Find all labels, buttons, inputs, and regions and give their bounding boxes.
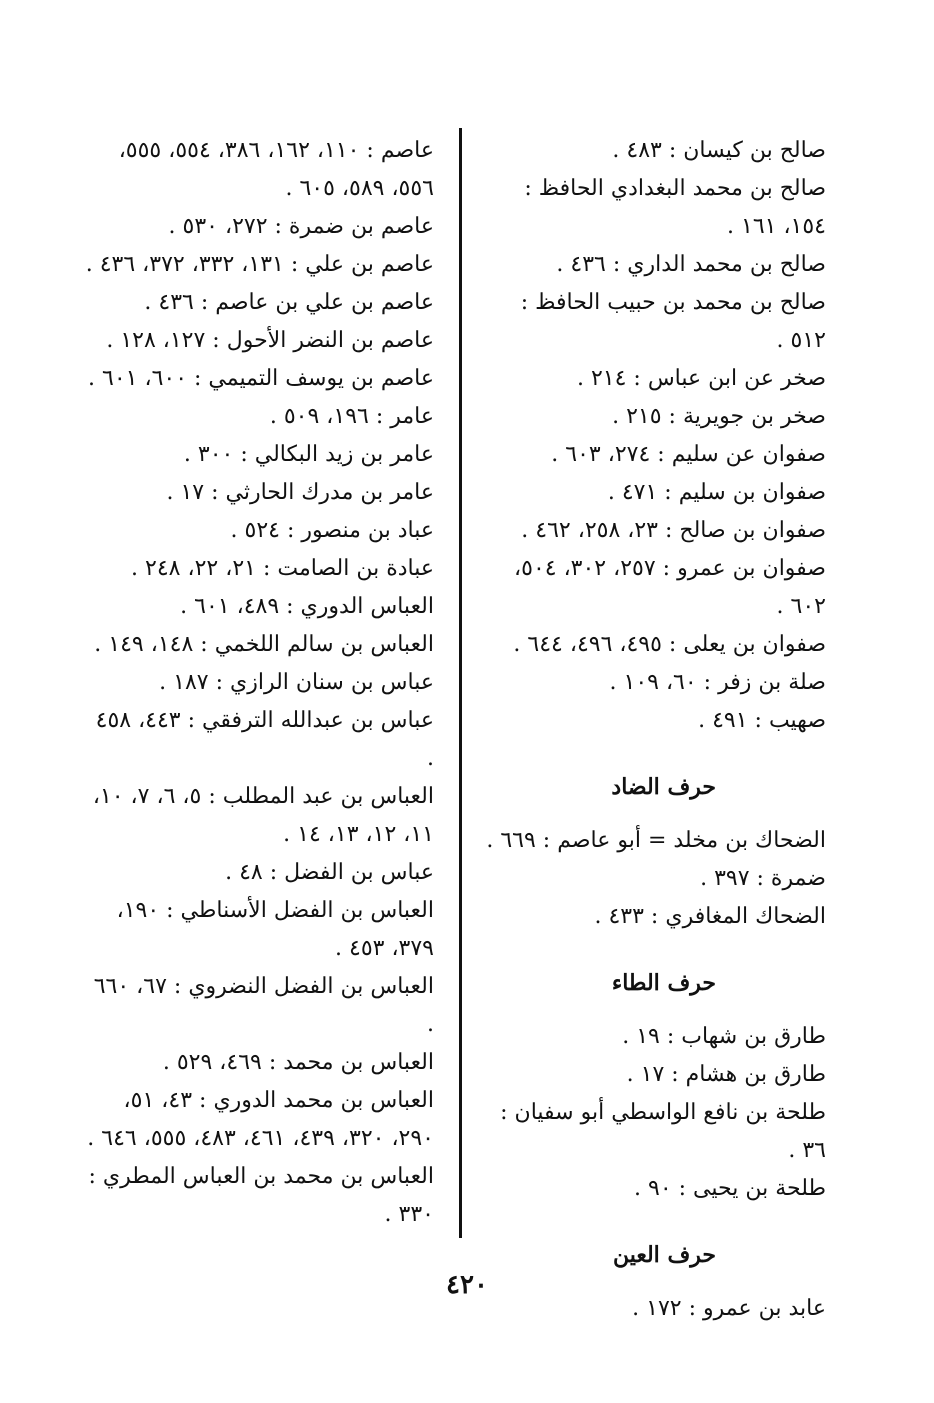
entry-name: عباس بن عبدالله الترفقي [202, 708, 434, 733]
entry-pages: ٥، ٦، ٧، ١٠، ١١، ١٢، ١٣، ١٤ [92, 784, 434, 847]
entry-pages: ٦٠٠، ٦٠١ [102, 366, 188, 391]
entry-pages: ١٩ [636, 1024, 660, 1049]
index-entry: صلة بن زفر : ٦٠، ١٠٩ . [609, 670, 826, 695]
index-entry: عامر بن مدرك الحارثي : ١٧ . [166, 480, 434, 505]
entry-pages: ٦٧، ٦٦٠ [93, 974, 167, 999]
entry-pages: ٩٠ [648, 1176, 672, 1201]
index-entry: صفوان عن سليم : ٢٧٤، ٦٠٣ . [551, 442, 826, 467]
entry-name: عاصم بن علي [305, 252, 434, 277]
entry-pages: ٤٩١ [712, 708, 748, 733]
heading-ain: حرف العين [612, 1242, 716, 1268]
index-entry: العباس بن محمد بن العباس المطري : ٣٣٠ . [88, 1164, 434, 1227]
entry-name: صالح بن محمد الداري [627, 252, 826, 277]
column-divider [459, 128, 462, 1238]
entry-name: صالح بن محمد البغدادي الحافظ [538, 176, 826, 201]
entry-name: عامر بن مدرك الحارثي [225, 480, 434, 505]
index-entry: صالح بن محمد البغدادي الحافظ : ١٥٤، ١٦١ . [524, 176, 826, 239]
entry-pages: ١٤٨، ١٤٩ [108, 632, 194, 657]
entry-name: عبادة بن الصامت [277, 556, 434, 581]
entry-name: عاصم بن النضر الأحول [226, 328, 434, 353]
index-entry: صخر عن ابن عباس : ٢١٤ . [576, 366, 826, 391]
index-entry: صفوان بن صالح : ٢٣، ٢٥٨، ٤٦٢ . [521, 518, 826, 543]
entry-name: صفوان بن يعلى [683, 632, 826, 657]
index-entry: العباس بن محمد الدوري : ٤٣، ٥١، ٢٩٠، ٣٢٠، ٤٣٩، ٤٦١، ٤٨٣، ٥٥٥، ٦٤٦ . [87, 1088, 434, 1151]
entry-name: صفوان عن سليم [671, 442, 826, 467]
entry-pages: ٤٣٦ [570, 252, 606, 277]
entry-name: عباس بن سنان الرازي [229, 670, 434, 695]
index-entry: صفوان بن يعلى : ٤٩٥، ٤٩٦، ٦٤٤ . [513, 632, 826, 657]
entry-name: عاصم بن ضمرة [288, 214, 434, 239]
entry-pages: ٣٩٧ [714, 866, 750, 891]
entry-name: صالح بن محمد بن حبيب الحافظ [535, 290, 826, 315]
entry-pages: ٢١٤ [590, 366, 627, 391]
entry-name: صخر بن جويرية [682, 404, 826, 429]
entry-pages: ٤٣، ٥١، ٢٩٠، ٣٢٠، ٤٣٩، ٤٦١، ٤٨٣، ٥٥٥، ٦٤٦ [101, 1088, 434, 1151]
index-entry: العباس الدوري : ٤٨٩، ٦٠١ . [180, 594, 434, 619]
entry-pages: ٣٠٠ [197, 442, 234, 467]
entry-name: العباس بن محمد بن العباس المطري [102, 1164, 434, 1189]
entry-name: العباس بن سالم اللخمي [214, 632, 434, 657]
entries-sad [486, 132, 826, 740]
entry-pages: ٤٨٩، ٦٠١ [194, 594, 280, 619]
entry-pages: ١٨٧ [173, 670, 209, 695]
entry-name: ضمرة [770, 866, 826, 891]
entry-pages: ٣٦ [802, 1138, 826, 1163]
index-entry: طارق بن شهاب : ١٩ . [622, 1024, 826, 1049]
index-entry: عبادة بن الصامت : ٢١، ٢٢، ٢٤٨ . [131, 556, 434, 581]
index-entry: عباس بن عبدالله الترفقي : ٤٤٣، ٤٥٨ . [95, 708, 434, 771]
index-entry: عاصم بن النضر الأحول : ١٢٧، ١٢٨ . [106, 328, 434, 353]
index-entry: العباس بن الفضل النضروي : ٦٧، ٦٦٠ . [93, 974, 434, 1037]
index-entry: عاصم بن علي : ١٣١، ٣٣٢، ٣٧٢، ٤٣٦ . [85, 252, 434, 277]
entry-pages: ٢٣، ٢٥٨، ٤٦٢ [535, 518, 658, 543]
entry-pages: ٣٣٠ [398, 1202, 434, 1227]
entry-pages: ٤٤٣، ٤٥٨ [95, 708, 181, 733]
entry-pages: ١٧ [640, 1062, 665, 1087]
entry-pages: ٤٨ [239, 860, 263, 885]
index-entry: العباس بن الفضل الأسناطي : ١٩٠، ٣٧٩، ٤٥٣ . [116, 898, 434, 961]
entry-name: صفوان بن صالح [679, 518, 826, 543]
entry-name: صالح بن كيسان [683, 138, 826, 163]
entry-name: صلة بن زفر [718, 670, 826, 695]
index-entry: عباس بن الفضل : ٤٨ . [225, 860, 434, 885]
entry-name: عباد بن منصور [301, 518, 434, 543]
entry-pages: ١١٠، ١٦٢، ٣٨٦، ٥٥٤، ٥٥٥، ٥٥٦، ٥٨٩، ٦٠٥ [118, 138, 434, 201]
entry-pages: ١٩٠، ٣٧٩، ٤٥٣ [116, 898, 434, 961]
entry-name: طارق بن هشام [685, 1062, 826, 1087]
index-entry: عباس بن سنان الرازي : ١٨٧ . [159, 670, 434, 695]
index-entry: عاصم بن ضمرة : ٢٧٢، ٥٣٠ . [168, 214, 434, 239]
index-entry: صهيب : ٤٩١ . [698, 708, 826, 733]
entry-name: طلحة بن يحيى [693, 1176, 826, 1201]
entry-pages: ١٧٢ [646, 1296, 682, 1321]
entry-name: العباس بن الفضل النضروي [188, 974, 434, 999]
index-entry: عابد بن عمرو : ١٧٢ . [632, 1296, 826, 1321]
entry-name: عابد بن عمرو [703, 1296, 826, 1321]
entry-name: عاصم بن علي بن عاصم [215, 290, 434, 315]
entry-name: عباس بن الفضل [284, 860, 434, 885]
entry-pages: ٢٧٤، ٦٠٣ [565, 442, 651, 467]
entry-pages: ٤٣٣ [608, 904, 644, 929]
entry-pages: ٦٠، ١٠٩ [623, 670, 697, 695]
left-column [84, 132, 434, 1234]
entry-name: العباس بن الفضل الأسناطي [180, 898, 434, 923]
entry-pages: ٢٥٧، ٣٠٢، ٥٠٤، ٦٠٢ [514, 556, 826, 619]
page-number: ٤٢٠ [446, 1270, 488, 1300]
entry-pages: ١٥٤، ١٦١ [741, 214, 826, 239]
entry-name: الضحاك المغافري [665, 904, 826, 929]
index-entry: صفوان بن سليم : ٤٧١ . [607, 480, 826, 505]
entry-name: صفوان بن عمرو [677, 556, 826, 581]
index-entry: طارق بن هشام : ١٧ . [626, 1062, 826, 1087]
index-entry: الضحاك المغافري : ٤٣٣ . [594, 904, 826, 929]
entries-dad [486, 822, 826, 936]
index-entry: طلحة بن نافع الواسطي أبو سفيان : ٣٦ . [500, 1100, 826, 1163]
index-entry: صالح بن محمد الداري : ٤٣٦ . [556, 252, 826, 277]
entry-pages: ٢٧٢، ٥٣٠ [182, 214, 268, 239]
entry-pages: ٤٨٣ [626, 138, 662, 163]
entry-pages: ٦٦٩ [500, 828, 536, 853]
entries-ta [486, 1018, 826, 1208]
index-entry: الضحاك بن مخلد = أبو عاصم : ٦٦٩ . [486, 828, 826, 853]
entry-name: عامر بن زيد البكالي [254, 442, 434, 467]
entry-pages: ٥١٢ [790, 328, 826, 353]
index-entry: عاصم : ١١٠، ١٦٢، ٣٨٦، ٥٥٤، ٥٥٥، ٥٥٦، ٥٨٩، ٦٠٥ . [118, 138, 434, 201]
heading-dad: حرف الضاد [611, 774, 716, 800]
entry-pages: ٢١، ٢٢، ٢٤٨ [145, 556, 256, 581]
entry-pages: ٤٣٦ [158, 290, 194, 315]
index-entry: طلحة بن يحيى : ٩٠ . [634, 1176, 826, 1201]
index-entry: صخر بن جويرية : ٢١٥ . [612, 404, 826, 429]
entry-name: العباس بن عبد المطلب [222, 784, 434, 809]
entry-name: العباس الدوري [300, 594, 434, 619]
entry-name: الضحاك بن مخلد = أبو عاصم [557, 828, 826, 853]
entry-name: العباس بن محمد الدوري [213, 1088, 434, 1113]
entry-pages: ١٣١، ٣٣٢، ٣٧٢، ٤٣٦ [99, 252, 284, 277]
entry-pages: ٥٢٤ [244, 518, 280, 543]
index-entry: عامر بن زيد البكالي : ٣٠٠ . [183, 442, 434, 467]
index-entry: ضمرة : ٣٩٧ . [700, 866, 826, 891]
entry-name: طارق بن شهاب [681, 1024, 826, 1049]
entry-name: عاصم بن يوسف التميمي [208, 366, 434, 391]
entry-pages: ٤٦٩، ٥٢٩ [176, 1050, 262, 1075]
entry-pages: ١٩٦، ٥٠٩ [283, 404, 369, 429]
index-entry: صالح بن محمد بن حبيب الحافظ : ٥١٢ . [520, 290, 826, 353]
index-entry: العباس بن محمد : ٤٦٩، ٥٢٩ . [162, 1050, 434, 1075]
entry-name: عاصم [380, 138, 434, 163]
entry-name: صخر عن ابن عباس [647, 366, 826, 391]
entry-name: العباس بن محمد [283, 1050, 434, 1075]
entries-ain-continued [84, 132, 434, 1234]
index-entry: عباد بن منصور : ٥٢٤ . [230, 518, 434, 543]
index-entry: صالح بن كيسان : ٤٨٣ . [612, 138, 826, 163]
entry-name: عامر [390, 404, 434, 429]
entry-pages: ١٢٧، ١٢٨ [120, 328, 206, 353]
entry-name: صفوان بن سليم [678, 480, 826, 505]
index-entry: العباس بن سالم اللخمي : ١٤٨، ١٤٩ . [94, 632, 434, 657]
entry-pages: ٢١٥ [626, 404, 662, 429]
right-column [486, 132, 826, 1328]
entry-pages: ٤٩٥، ٤٩٦، ٦٤٤ [527, 632, 662, 657]
entry-pages: ٤٧١ [621, 480, 658, 505]
heading-ta: حرف الطاء [611, 970, 716, 996]
index-entry: عامر : ١٩٦، ٥٠٩ . [269, 404, 434, 429]
entry-name: صهيب [768, 708, 826, 733]
index-entry: العباس بن عبد المطلب : ٥، ٦، ٧، ١٠، ١١، ١٢، ١٣، ١٤ . [92, 784, 434, 847]
entry-name: طلحة بن نافع الواسطي أبو سفيان [514, 1100, 826, 1125]
index-entry: صفوان بن عمرو : ٢٥٧، ٣٠٢، ٥٠٤، ٦٠٢ . [514, 556, 826, 619]
index-entry: عاصم بن علي بن عاصم : ٤٣٦ . [144, 290, 434, 315]
entry-pages: ١٧ [180, 480, 205, 505]
index-entry: عاصم بن يوسف التميمي : ٦٠٠، ٦٠١ . [88, 366, 434, 391]
